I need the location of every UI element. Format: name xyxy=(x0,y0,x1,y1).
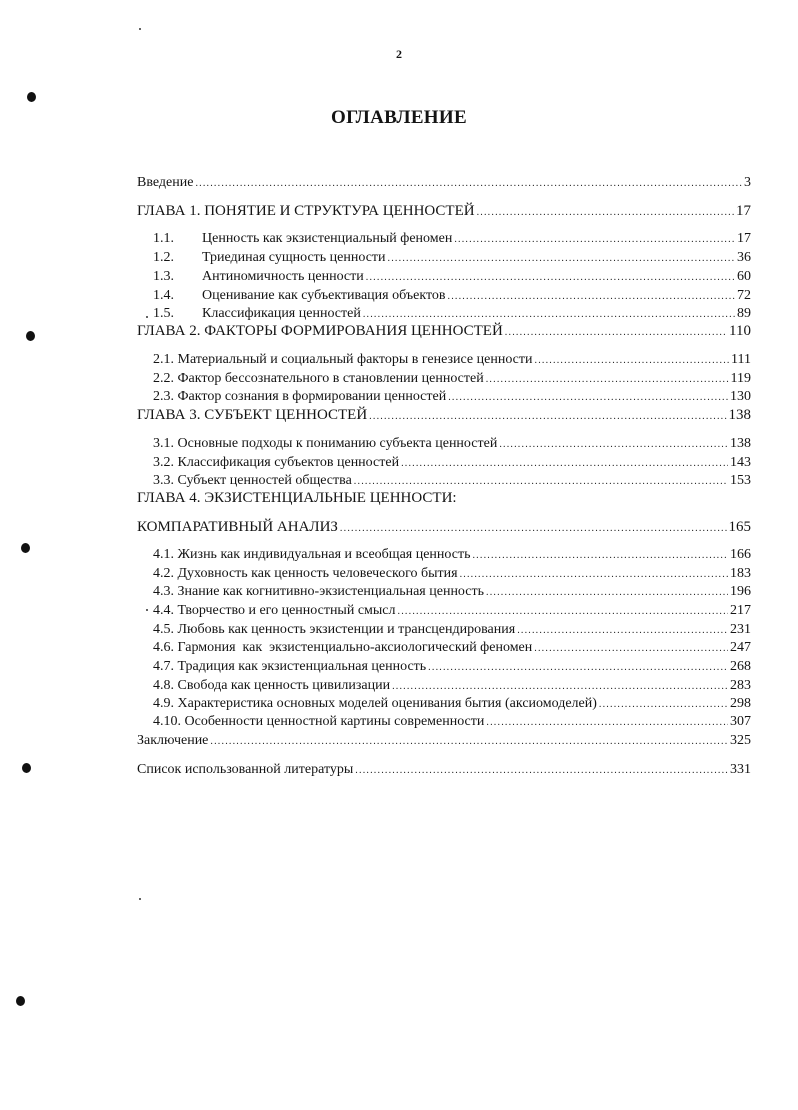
toc-entry-number: 1.4. xyxy=(153,288,174,303)
toc-entry-page: 231 xyxy=(730,622,751,637)
toc-entry-4-2 xyxy=(153,565,751,584)
toc-entry-label: Заключение xyxy=(137,733,209,748)
toc-entry-number: 1.2. xyxy=(153,250,174,265)
toc-entry-page: 60 xyxy=(737,269,751,284)
toc-entry-number: 1.5. xyxy=(153,306,174,321)
toc-entry-2-2 xyxy=(153,370,751,389)
scan-speck xyxy=(146,316,148,318)
binder-hole-mark xyxy=(27,92,36,102)
toc-entry-page: 298 xyxy=(730,696,751,711)
toc-entry-2-1 xyxy=(153,351,751,370)
toc-entry-chapter-3 xyxy=(137,406,751,426)
toc-entry-page: 283 xyxy=(730,678,751,693)
toc-entry-chapter-4-line-2 xyxy=(137,518,751,538)
scan-speck xyxy=(146,609,148,611)
toc-entry-number: 1.3. xyxy=(153,269,174,284)
toc-entry-page: 166 xyxy=(730,547,751,562)
toc-entry-introduction xyxy=(137,174,751,193)
toc-entry-chapter-4-line-1 xyxy=(137,489,751,507)
toc-entry-page: 17 xyxy=(736,203,751,219)
toc-entry-2-3 xyxy=(153,388,751,407)
toc-entry-page: 36 xyxy=(737,250,751,265)
toc-entry-page: 89 xyxy=(737,306,751,321)
page-number: 2 xyxy=(396,47,402,61)
binder-hole-mark xyxy=(26,331,35,341)
page-title: ОГЛАВЛЕНИЕ xyxy=(331,107,467,128)
toc-entry-references xyxy=(137,761,751,780)
toc-entry-label: 4.6. Гармония как экзистенциально-аксиологический феномен xyxy=(153,640,533,655)
scan-speck xyxy=(139,28,141,30)
toc-entry-page: 111 xyxy=(731,352,751,367)
toc-entry-label: 4.1. Жизнь как индивидуальная и всеобщая ценность xyxy=(153,547,471,562)
toc-entry-1-2 xyxy=(153,249,751,268)
toc-entry-3-2 xyxy=(153,454,751,473)
toc-entry-page: 307 xyxy=(730,714,751,729)
toc-entry-4-4 xyxy=(153,602,751,621)
toc-entry-label: ГЛАВА 3. СУБЪЕКТ ЦЕННОСТЕЙ xyxy=(137,407,368,423)
toc-entry-page: 217 xyxy=(730,603,751,618)
toc-entry-4-3 xyxy=(153,583,751,602)
toc-entry-page: 183 xyxy=(730,566,751,581)
toc-entry-label: Антиномичность ценности xyxy=(202,269,364,284)
toc-entry-label: 2.3. Фактор сознания в формировании ценностей xyxy=(153,389,447,404)
toc-entry-page: 130 xyxy=(730,389,751,404)
toc-entry-label: 4.7. Традиция как экзистенциальная ценность xyxy=(153,659,427,674)
toc-entry-1-4 xyxy=(153,287,751,306)
toc-entry-3-1 xyxy=(153,435,751,454)
toc-entry-label: 2.1. Материальный и социальный факторы в генезисе ценности xyxy=(153,352,533,367)
binder-hole-mark xyxy=(16,996,25,1006)
toc-entry-4-5 xyxy=(153,621,751,640)
toc-entry-label: ГЛАВА 1. ПОНЯТИЕ И СТРУКТУРА ЦЕННОСТЕЙ xyxy=(137,203,475,219)
toc-entry-label: 3.2. Классификация субъектов ценностей xyxy=(153,455,400,470)
toc-entry-label: Триединая сущность ценности xyxy=(202,250,386,265)
toc-entry-label: 4.8. Свобода как ценность цивилизации xyxy=(153,678,391,693)
toc-entry-label: Введение xyxy=(137,175,194,190)
toc-entry-conclusion xyxy=(137,732,751,751)
toc-entry-page: 17 xyxy=(737,231,751,246)
binder-hole-mark xyxy=(22,763,31,773)
toc-entry-label: 2.2. Фактор бессознательного в становлении ценностей xyxy=(153,371,484,386)
binder-hole-mark xyxy=(21,543,30,553)
toc-entry-label: 4.2. Духовность как ценность человеческого бытия xyxy=(153,566,458,581)
toc-entry-label: 4.5. Любовь как ценность экзистенции и трансцендирования xyxy=(153,622,516,637)
toc-entry-label: ГЛАВА 4. ЭКЗИСТЕНЦИАЛЬНЫЕ ЦЕННОСТИ: xyxy=(137,490,457,506)
toc-entry-chapter-2 xyxy=(137,322,751,342)
toc-entry-label: Классификация ценностей xyxy=(202,306,361,321)
toc-entry-page: 3 xyxy=(744,175,751,190)
toc-entry-page: 268 xyxy=(730,659,751,674)
toc-entry-4-7 xyxy=(153,658,751,677)
toc-entry-page: 153 xyxy=(730,473,751,488)
toc-entry-label: 4.3. Знание как когнитивно-экзистенциальная ценность xyxy=(153,584,484,599)
toc-entry-chapter-1 xyxy=(137,202,751,222)
toc-entry-label: Ценность как экзистенциальный феномен xyxy=(202,231,453,246)
toc-entry-page: 196 xyxy=(730,584,751,599)
toc-entry-label: Оценивание как субъективация объектов xyxy=(202,288,446,303)
toc-entry-page: 138 xyxy=(730,436,751,451)
toc-entry-1-3 xyxy=(153,268,751,287)
toc-entry-label: 4.9. Характеристика основных моделей оценивания бытия (аксиомоделей) xyxy=(153,696,597,711)
toc-entry-label: Список использованной литературы xyxy=(137,762,354,777)
toc-entry-page: 325 xyxy=(730,733,751,748)
toc-entry-page: 72 xyxy=(737,288,751,303)
toc-entry-number: 1.1. xyxy=(153,231,174,246)
scan-speck xyxy=(139,898,141,900)
toc-entry-label: ГЛАВА 2. ФАКТОРЫ ФОРМИРОВАНИЯ ЦЕННОСТЕЙ xyxy=(137,323,503,339)
toc-entry-1-1 xyxy=(153,230,751,249)
toc-entry-page: 119 xyxy=(730,371,751,386)
toc-entry-page: 138 xyxy=(728,407,751,423)
toc-entry-page: 331 xyxy=(730,762,751,777)
toc-entry-4-8 xyxy=(153,677,751,696)
toc-entry-label: 3.1. Основные подходы к пониманию субъекта ценностей xyxy=(153,436,498,451)
toc-entry-page: 110 xyxy=(729,323,751,339)
toc-entry-label: 4.4. Творчество и его ценностный смысл xyxy=(153,603,396,618)
toc-entry-page: 165 xyxy=(728,519,751,535)
toc-entry-label: КОМПАРАТИВНЫЙ АНАЛИЗ xyxy=(137,519,338,535)
toc-entry-4-9 xyxy=(153,695,751,714)
toc-entry-4-1 xyxy=(153,546,751,565)
toc-entry-page: 247 xyxy=(730,640,751,655)
toc-entry-4-10 xyxy=(153,713,751,732)
toc-entry-label: 4.10. Особенности ценностной картины современности xyxy=(153,714,485,729)
toc-entry-label: 3.3. Субъект ценностей общества xyxy=(153,473,352,488)
toc-entry-4-6 xyxy=(153,639,751,658)
toc-entry-page: 143 xyxy=(730,455,751,470)
